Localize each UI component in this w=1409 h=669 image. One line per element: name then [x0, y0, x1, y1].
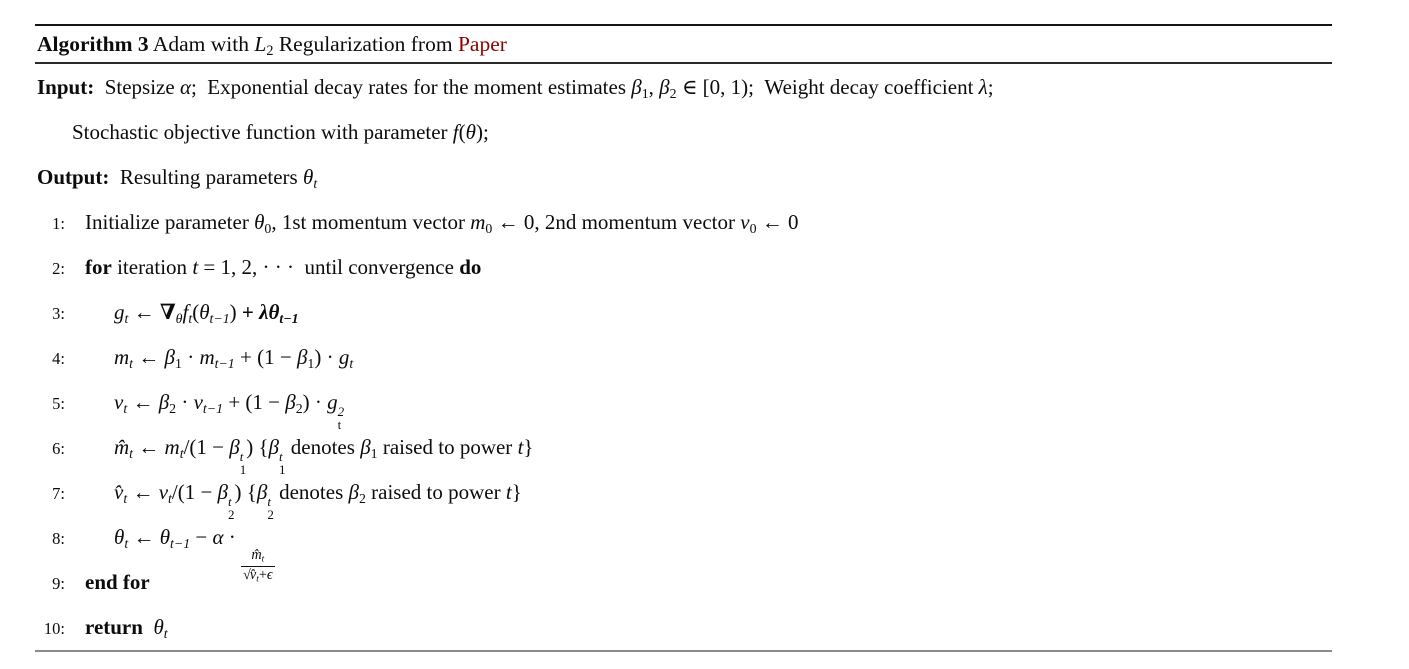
text-segment: for [85, 254, 112, 279]
text-segment: t [349, 355, 354, 371]
text-segment: t [313, 175, 318, 191]
text-segment: + (1 − [223, 389, 286, 414]
algorithm-line [35, 380, 1332, 433]
text-segment: Output: [37, 164, 110, 189]
text-segment: ; [987, 74, 994, 99]
text-segment: denotes [273, 479, 349, 504]
text-segment: · [176, 389, 194, 414]
line-number: 6: [52, 438, 65, 458]
text-segment: /(1 − [183, 434, 230, 459]
text-segment: θ [153, 614, 164, 639]
statement [114, 524, 275, 585]
stacked-scripts: t 1 [239, 448, 247, 478]
text-segment: = 1, 2, · · · until convergence [198, 254, 460, 279]
algorithm-box [35, 24, 1332, 652]
text-segment: } [523, 434, 534, 459]
algorithm-line [35, 425, 1332, 478]
text-segment: θ [465, 119, 476, 144]
text-segment: t [505, 479, 512, 504]
text-segment: ∈ [0, 1); Weight decay coefficient [676, 74, 979, 99]
algorithm-line [35, 200, 1332, 245]
algorithm-line [35, 110, 1332, 155]
text-segment: √ [243, 566, 251, 583]
text-segment: L [254, 32, 267, 57]
text-segment: t−1 [214, 355, 235, 371]
text-segment: t [517, 434, 524, 459]
text-segment: β [268, 434, 280, 459]
text-segment: ← [128, 299, 160, 324]
text-segment: β [164, 344, 175, 369]
text-segment: ) · [314, 344, 339, 369]
text-segment: t [179, 445, 184, 461]
line-number: 2: [52, 258, 65, 278]
text-segment: , [648, 74, 660, 99]
text-segment: Algorithm 3 [37, 32, 149, 57]
text-segment: t [261, 554, 265, 565]
text-segment: m̂ [251, 546, 262, 563]
text-segment: β [659, 74, 670, 99]
text-segment: β [229, 434, 240, 459]
text-segment: α [212, 524, 224, 549]
algorithm-line [35, 65, 1332, 110]
text-segment: Resulting parameters [109, 164, 303, 189]
algorithm-line [35, 155, 1332, 200]
statement [85, 255, 481, 279]
line-number: 3: [52, 303, 65, 323]
text-segment: t [124, 310, 129, 326]
text-segment: Stochastic objective function with parameter [72, 119, 453, 144]
text-segment: + [258, 566, 267, 583]
text-segment: 2 [295, 400, 303, 416]
text-segment: 0 [485, 220, 493, 236]
line-number: 9: [52, 573, 65, 593]
line-number: 1: [52, 213, 65, 233]
text-segment: do [459, 254, 482, 279]
text-segment: end for [85, 569, 150, 594]
stacked-scripts: t 2 [267, 493, 274, 523]
algorithm-line [35, 290, 1332, 335]
text-segment: ) [229, 299, 242, 324]
text-segment: ( [192, 299, 200, 324]
text-segment: v̂ [249, 566, 257, 583]
line-number: 8: [52, 528, 65, 548]
text-segment: v [193, 389, 203, 414]
bottom-rule [35, 650, 1332, 652]
text-segment: β [158, 389, 170, 414]
text-segment: 1 [175, 355, 182, 371]
text-segment: ← 0 [756, 209, 799, 234]
text-segment: + [241, 299, 260, 324]
text-segment: ) { [234, 479, 257, 504]
text-segment: return [85, 614, 143, 639]
text-segment: t [123, 400, 128, 416]
paper-link[interactable]: Paper [457, 32, 507, 57]
text-segment: t [168, 490, 172, 506]
text-segment: λ [978, 74, 988, 99]
line-number: 5: [52, 393, 65, 413]
text-segment: 2 [266, 43, 274, 60]
text-segment: denotes [285, 434, 361, 459]
text-segment: t [188, 310, 193, 326]
text-segment: t [129, 445, 134, 461]
stacked-scripts: t 1 [279, 448, 286, 478]
text-segment: β [217, 479, 229, 504]
text-segment: − [190, 524, 213, 549]
text-segment: β [348, 479, 359, 504]
text-segment: t [256, 574, 259, 585]
stacked-scripts: t 2 [228, 493, 235, 523]
statement [114, 389, 345, 433]
statement [85, 210, 799, 234]
text-segment: ← [127, 479, 159, 504]
text-segment: v [114, 389, 124, 414]
text-segment: 0 [264, 220, 272, 236]
text-segment: m [470, 209, 486, 234]
statement [114, 434, 534, 478]
text-segment: g [327, 389, 338, 414]
text-segment: m [199, 344, 215, 369]
text-segment: Regularization from [273, 32, 458, 57]
text-segment: m [164, 434, 180, 459]
text-segment: t−1 [170, 535, 191, 551]
text-segment: f [182, 299, 189, 324]
text-segment: λθ [259, 299, 280, 324]
text-segment: t−1 [279, 310, 299, 326]
text-segment: v̂ [114, 479, 124, 504]
algorithm-line [35, 335, 1332, 380]
text-segment: 0 [749, 220, 757, 236]
text-segment: 1 [641, 85, 649, 101]
text-segment: /(1 − [171, 479, 218, 504]
text-segment: t−1 [209, 310, 230, 326]
text-segment: ) { [246, 434, 269, 459]
text-segment: m [114, 344, 130, 369]
text-segment: f [452, 119, 459, 144]
text-segment: β [631, 74, 642, 99]
text-segment: θ [159, 524, 171, 549]
text-segment: 2 [169, 400, 177, 416]
text-segment [143, 615, 154, 639]
text-segment: m̂ [114, 434, 130, 459]
algorithm-line [35, 470, 1332, 523]
radicand-overline [250, 566, 259, 583]
text-segment: t [124, 535, 129, 551]
text-segment: β [296, 344, 308, 369]
line-number: 7: [52, 483, 65, 503]
text-segment: } [511, 479, 522, 504]
text-segment: t [129, 355, 134, 371]
statement [114, 300, 299, 324]
statement [72, 120, 489, 144]
text-segment: + (1 − [234, 344, 297, 369]
text-segment: t [163, 625, 168, 641]
text-segment: 2 [669, 85, 677, 101]
text-segment: ( [458, 119, 466, 144]
algorithm-line [35, 560, 1332, 605]
text-segment: , 1st momentum vector [271, 209, 471, 234]
text-segment: raised to power [365, 479, 506, 504]
text-segment: · [223, 524, 242, 549]
text-segment: ); [475, 119, 489, 144]
text-segment: ; Exponential decay rates for the moment estimates [190, 74, 632, 99]
statement [85, 570, 150, 594]
text-segment: 2 [358, 490, 366, 506]
text-segment: g [338, 344, 350, 369]
line-number: 10: [43, 618, 65, 638]
text-segment: raised to power [377, 434, 518, 459]
text-segment: ← 0, 2nd momentum vector [492, 209, 741, 234]
text-segment: θ [302, 164, 314, 189]
text-segment: g [114, 299, 125, 324]
text-segment: ← [133, 344, 165, 369]
text-segment: Input: [37, 74, 95, 99]
text-segment: Initialize parameter [85, 209, 255, 234]
text-segment: t [192, 254, 199, 279]
line-number: 4: [52, 348, 65, 368]
fraction [241, 547, 275, 586]
text-segment: ← [133, 434, 165, 459]
text-segment: ∇ [159, 299, 176, 324]
text-segment: θ [114, 524, 125, 549]
text-segment: θ [254, 209, 265, 234]
text-segment: · [181, 344, 200, 369]
text-segment: α [179, 74, 191, 99]
text-segment: β [256, 479, 268, 504]
text-segment: 1 [370, 445, 378, 461]
text-segment: β [360, 434, 371, 459]
algorithm-title [35, 26, 1332, 62]
statement [114, 345, 353, 369]
text-segment: v [158, 479, 169, 504]
text-segment: ← [127, 389, 159, 414]
text-segment: iteration [111, 254, 193, 279]
statement [37, 75, 994, 99]
statement [114, 479, 522, 523]
algorithm-line [35, 605, 1332, 650]
text-segment: t−1 [202, 400, 224, 416]
text-segment: ← [128, 524, 160, 549]
algorithm-line [35, 245, 1332, 290]
algorithm-body [35, 64, 1332, 650]
text-segment: 1 [307, 355, 315, 371]
text-segment: Stepsize [94, 74, 180, 99]
statement [85, 615, 168, 639]
text-segment: ϵ [266, 566, 273, 583]
text-segment: t [123, 490, 128, 506]
text-segment: β [285, 389, 296, 414]
text-segment: Adam with [148, 32, 255, 57]
text-segment: θ [199, 299, 210, 324]
stacked-scripts: 2 t [337, 403, 345, 433]
text-segment: v [740, 209, 750, 234]
statement [37, 165, 317, 189]
text-segment: ) · [302, 389, 328, 414]
text-segment: θ [175, 310, 183, 326]
